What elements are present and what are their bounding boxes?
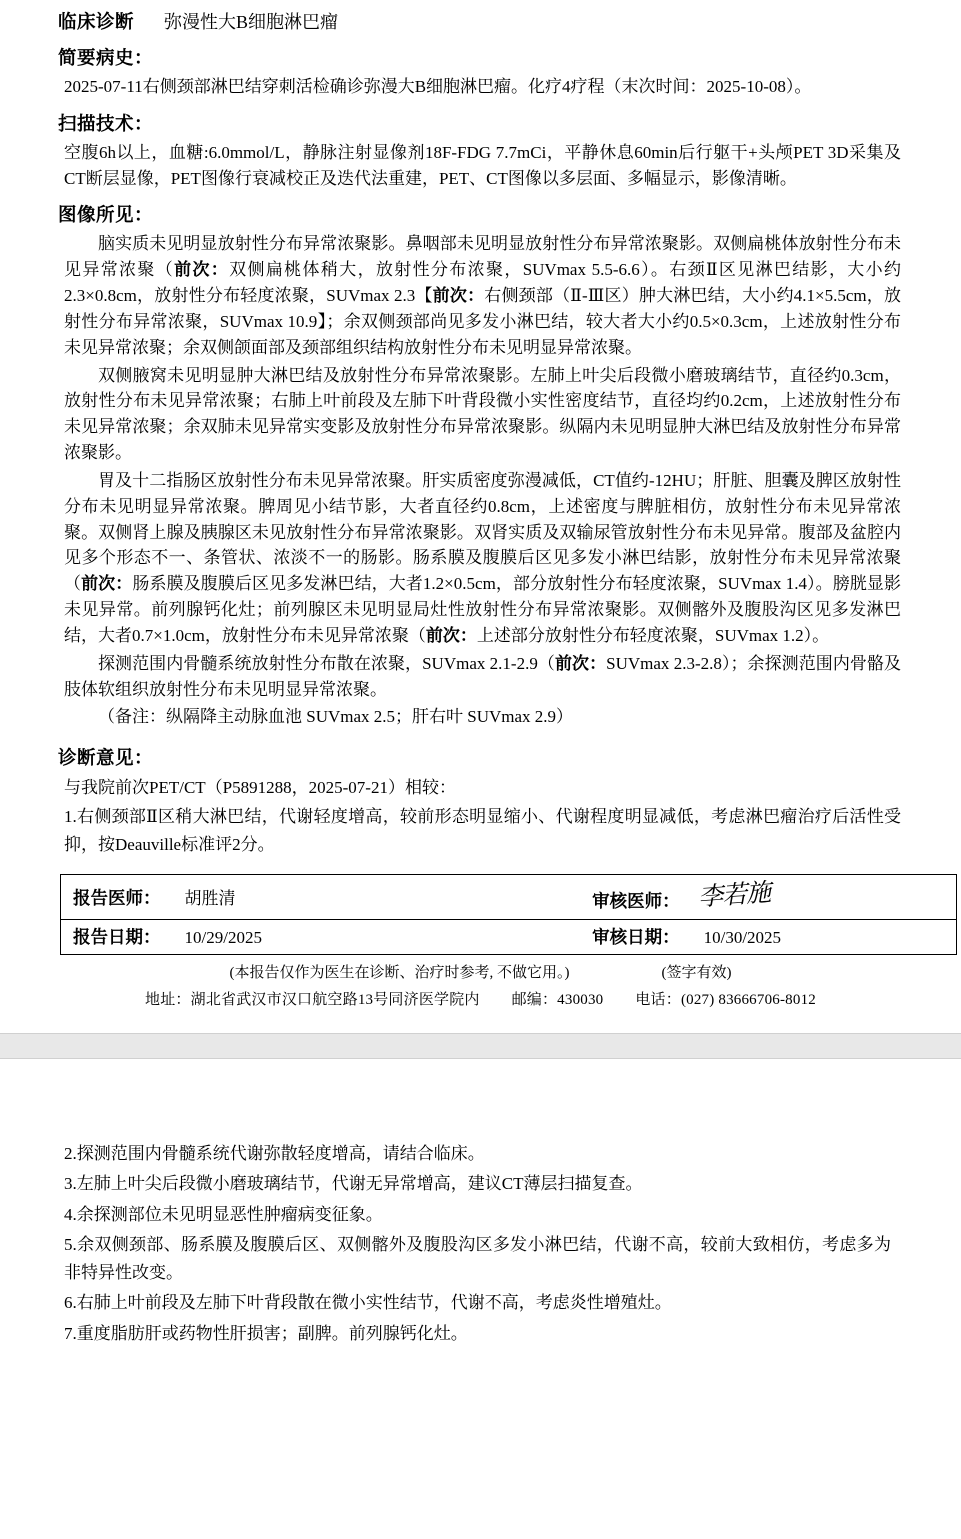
findings-text: 肠系膜及腹膜后区见多发淋巴结，大者1.2×0.5cm，部分放射性分布轻度浓聚，SUVmax 1.4）。膀胱显影未见异常。前列腺钙化灶；前列腺区未见明显局灶性放射性分布异常浓聚影。双侧髂外及腹股沟区见多发淋巴结，大者0.7×1.0cm，放射性分布未见异常浓聚（	[64, 574, 901, 645]
findings-paragraph	[64, 651, 931, 703]
prior-study-marker: 前次：	[432, 286, 485, 306]
review-date-value: 10/30/2025	[703, 928, 782, 948]
report-sheet-page-2	[0, 1059, 961, 1348]
page-separator	[0, 1033, 961, 1059]
review-date-label: 审核日期：	[592, 927, 680, 948]
history-text: 2025-07-11右侧颈部淋巴结穿刺活检确诊弥漫大B细胞淋巴瘤。化疗4疗程（末次时间：2025-10-08）。	[64, 77, 812, 96]
impression-item: 4.余探测部位未见明显恶性肿瘤病变征象。	[64, 1204, 383, 1224]
findings-paragraph	[64, 468, 931, 649]
history-heading: 简要病史：	[58, 49, 154, 69]
impression-item: 5.余双侧颈部、肠系膜及腹膜后区、双侧髂外及腹股沟区多发小淋巴结，代谢不高，较前大致相仿，考虑多为非特异性改变。	[64, 1235, 891, 1282]
impression-item: 7.重度脂肪肝或药物性肝损害；副脾。前列腺钙化灶。	[64, 1323, 468, 1343]
prior-study-marker: 前次：	[174, 260, 230, 280]
impression-compare-line: 与我院前次PET/CT（P5891288，2025-07-21）相较：	[64, 778, 456, 798]
signature-row-doctors	[61, 875, 956, 920]
findings-text: 右侧颈部（Ⅱ-Ⅲ区）肿大淋巴结，大小约4.1×5.5cm，放射性分布异常浓聚，SUVmax 10.9】；余双侧颈部尚见多发小淋巴结，较大者大小约0.5×0.3cm，上述放射性分布未见异常浓聚；余双侧颌面部及颈部组织结构放射性分布未见明显异常浓聚。	[64, 286, 901, 357]
impression-item: 6.右肺上叶前段及左肺下叶背段散在微小实性结节，代谢不高，考虑炎性增殖灶。	[64, 1293, 672, 1313]
prior-study-marker: 前次：	[554, 653, 607, 673]
findings-text: 上述部分放射性分布轻度浓聚，SUVmax 1.2）。	[476, 625, 830, 645]
findings-heading: 图像所见：	[58, 206, 154, 227]
report-date-value: 10/29/2025	[184, 928, 262, 948]
impression-item: 1.右侧颈部Ⅱ区稍大淋巴结，代谢轻度增高，较前形态明显缩小、代谢程度明显减低，考虑淋巴瘤治疗后活性受抑，按Deauville标准评2分。	[64, 807, 901, 854]
footer-signature-valid: (签字有效)	[661, 964, 732, 981]
impression-items-page-1	[30, 803, 931, 857]
findings-text: 脑实质未见明显放射性分布异常浓聚影。鼻咽部未见明显放射性分布异常浓聚影。双侧扁桃体放射性分布未见异常浓聚（	[64, 234, 901, 280]
findings-text: 双侧腋窝未见明显肿大淋巴结及放射性分布异常浓聚影。左肺上叶尖后段微小磨玻璃结节，直径约0.3cm，放射性分布未见异常浓聚；右肺上叶前段及左肺下叶背段微小实性密度结节，直径均约0.2cm，上述放射性分布未见异常浓聚；余双肺未见异常实变影及放射性分布异常浓聚影。纵隔内未见明显肿大淋巴结及放射性分布异常浓聚影。	[64, 365, 901, 463]
report-date-label: 报告日期：	[73, 927, 161, 948]
clinical-diagnosis-row	[58, 8, 931, 34]
review-doctor-signature: 李若施	[696, 877, 771, 912]
signature-row-dates	[61, 920, 956, 955]
reporting-doctor-label: 报告医师：	[73, 887, 161, 908]
review-date-cell	[580, 920, 956, 953]
impression-heading: 诊断意见：	[58, 749, 154, 770]
footer-note-row	[30, 961, 931, 982]
findings-paragraph	[64, 231, 931, 360]
footer-address-row	[30, 988, 931, 1009]
footer-postcode: 邮编：430030	[511, 991, 604, 1008]
technique-heading: 扫描技术：	[58, 114, 154, 135]
impression-item: 2.探测范围内骨髓系统代谢弥散轻度增高，请结合临床。	[64, 1143, 485, 1163]
footer-disclaimer: (本报告仅作为医生在诊断、治疗时参考, 不做它用。)	[229, 964, 570, 981]
reporting-doctor-value: 胡胜清	[184, 888, 236, 908]
reporting-doctor-cell	[61, 880, 580, 914]
findings-paragraph	[64, 704, 931, 730]
review-doctor-label: 审核医师：	[592, 890, 680, 911]
clinical-diagnosis-label: 临床诊断	[58, 13, 135, 33]
findings-paragraph	[64, 363, 931, 466]
findings-text: 探测范围内骨髓系统放射性分布散在浓聚，SUVmax 2.1-2.9（	[98, 653, 555, 673]
footer-address: 地址：湖北省武汉市汉口航空路13号同济医学院内	[145, 991, 480, 1008]
report-date-cell	[61, 920, 580, 953]
signature-table	[60, 874, 957, 955]
technique-text: 空腹6h以上，血糖:6.0mmol/L，静脉注射显像剂18F-FDG 7.7mCi，平静休息60min后行躯干+头颅PET 3D采集及CT断层显像，PET图像行衰减校正及迭代法重建，PET、CT图像以多层面、多幅显示，影像清晰。	[64, 142, 901, 188]
prior-study-marker: 前次：	[81, 574, 133, 594]
report-page	[0, 8, 961, 1348]
prior-study-marker: 前次：	[425, 625, 477, 645]
findings-text: SUVmax 2.3-2.8）；余探测范围内骨骼及肢体软组织放射性分布未见明显异常浓聚。	[64, 653, 902, 699]
findings-text: （备注：纵隔降主动脉血池 SUVmax 2.5；肝右叶 SUVmax 2.9）	[98, 707, 574, 727]
impression-items-page-2	[30, 1140, 931, 1348]
findings-text: 胃及十二指肠区放射性分布未见异常浓聚。肝实质密度弥漫减低，CT值约-12HU；肝脏、胆囊及脾区放射性分布未见明显异常浓聚。脾周见小结节影，大者直径约0.8cm，上述密度与脾脏相仿，放射性分布未见异常浓聚。双侧肾上腺及胰腺区未见放射性分布异常浓聚影。双肾实质及双输尿管放射性分布未见异常。腹部及盆腔内见多个形态不一、条管状、浓淡不一的肠影。肠系膜及腹膜后区见多发小淋巴结影，放射性分布未见异常浓聚（	[64, 470, 901, 594]
clinical-diagnosis-value: 弥漫性大B细胞淋巴瘤	[164, 12, 339, 32]
report-sheet-page-1	[0, 8, 961, 1009]
findings-text: 双侧扁桃体稍大，放射性分布浓聚，SUVmax 5.5-6.6）。右颈Ⅱ区见淋巴结影，大小约2.3×0.8cm，放射性分布轻度浓聚，SUVmax 2.3【	[64, 260, 902, 306]
findings-body	[30, 231, 931, 730]
impression-item: 3.左肺上叶尖后段微小磨玻璃结节，代谢无异常增高，建议CT薄层扫描复查。	[64, 1174, 643, 1194]
footer-phone: 电话：(027) 83666706-8012	[635, 991, 816, 1008]
review-doctor-cell	[580, 875, 956, 919]
